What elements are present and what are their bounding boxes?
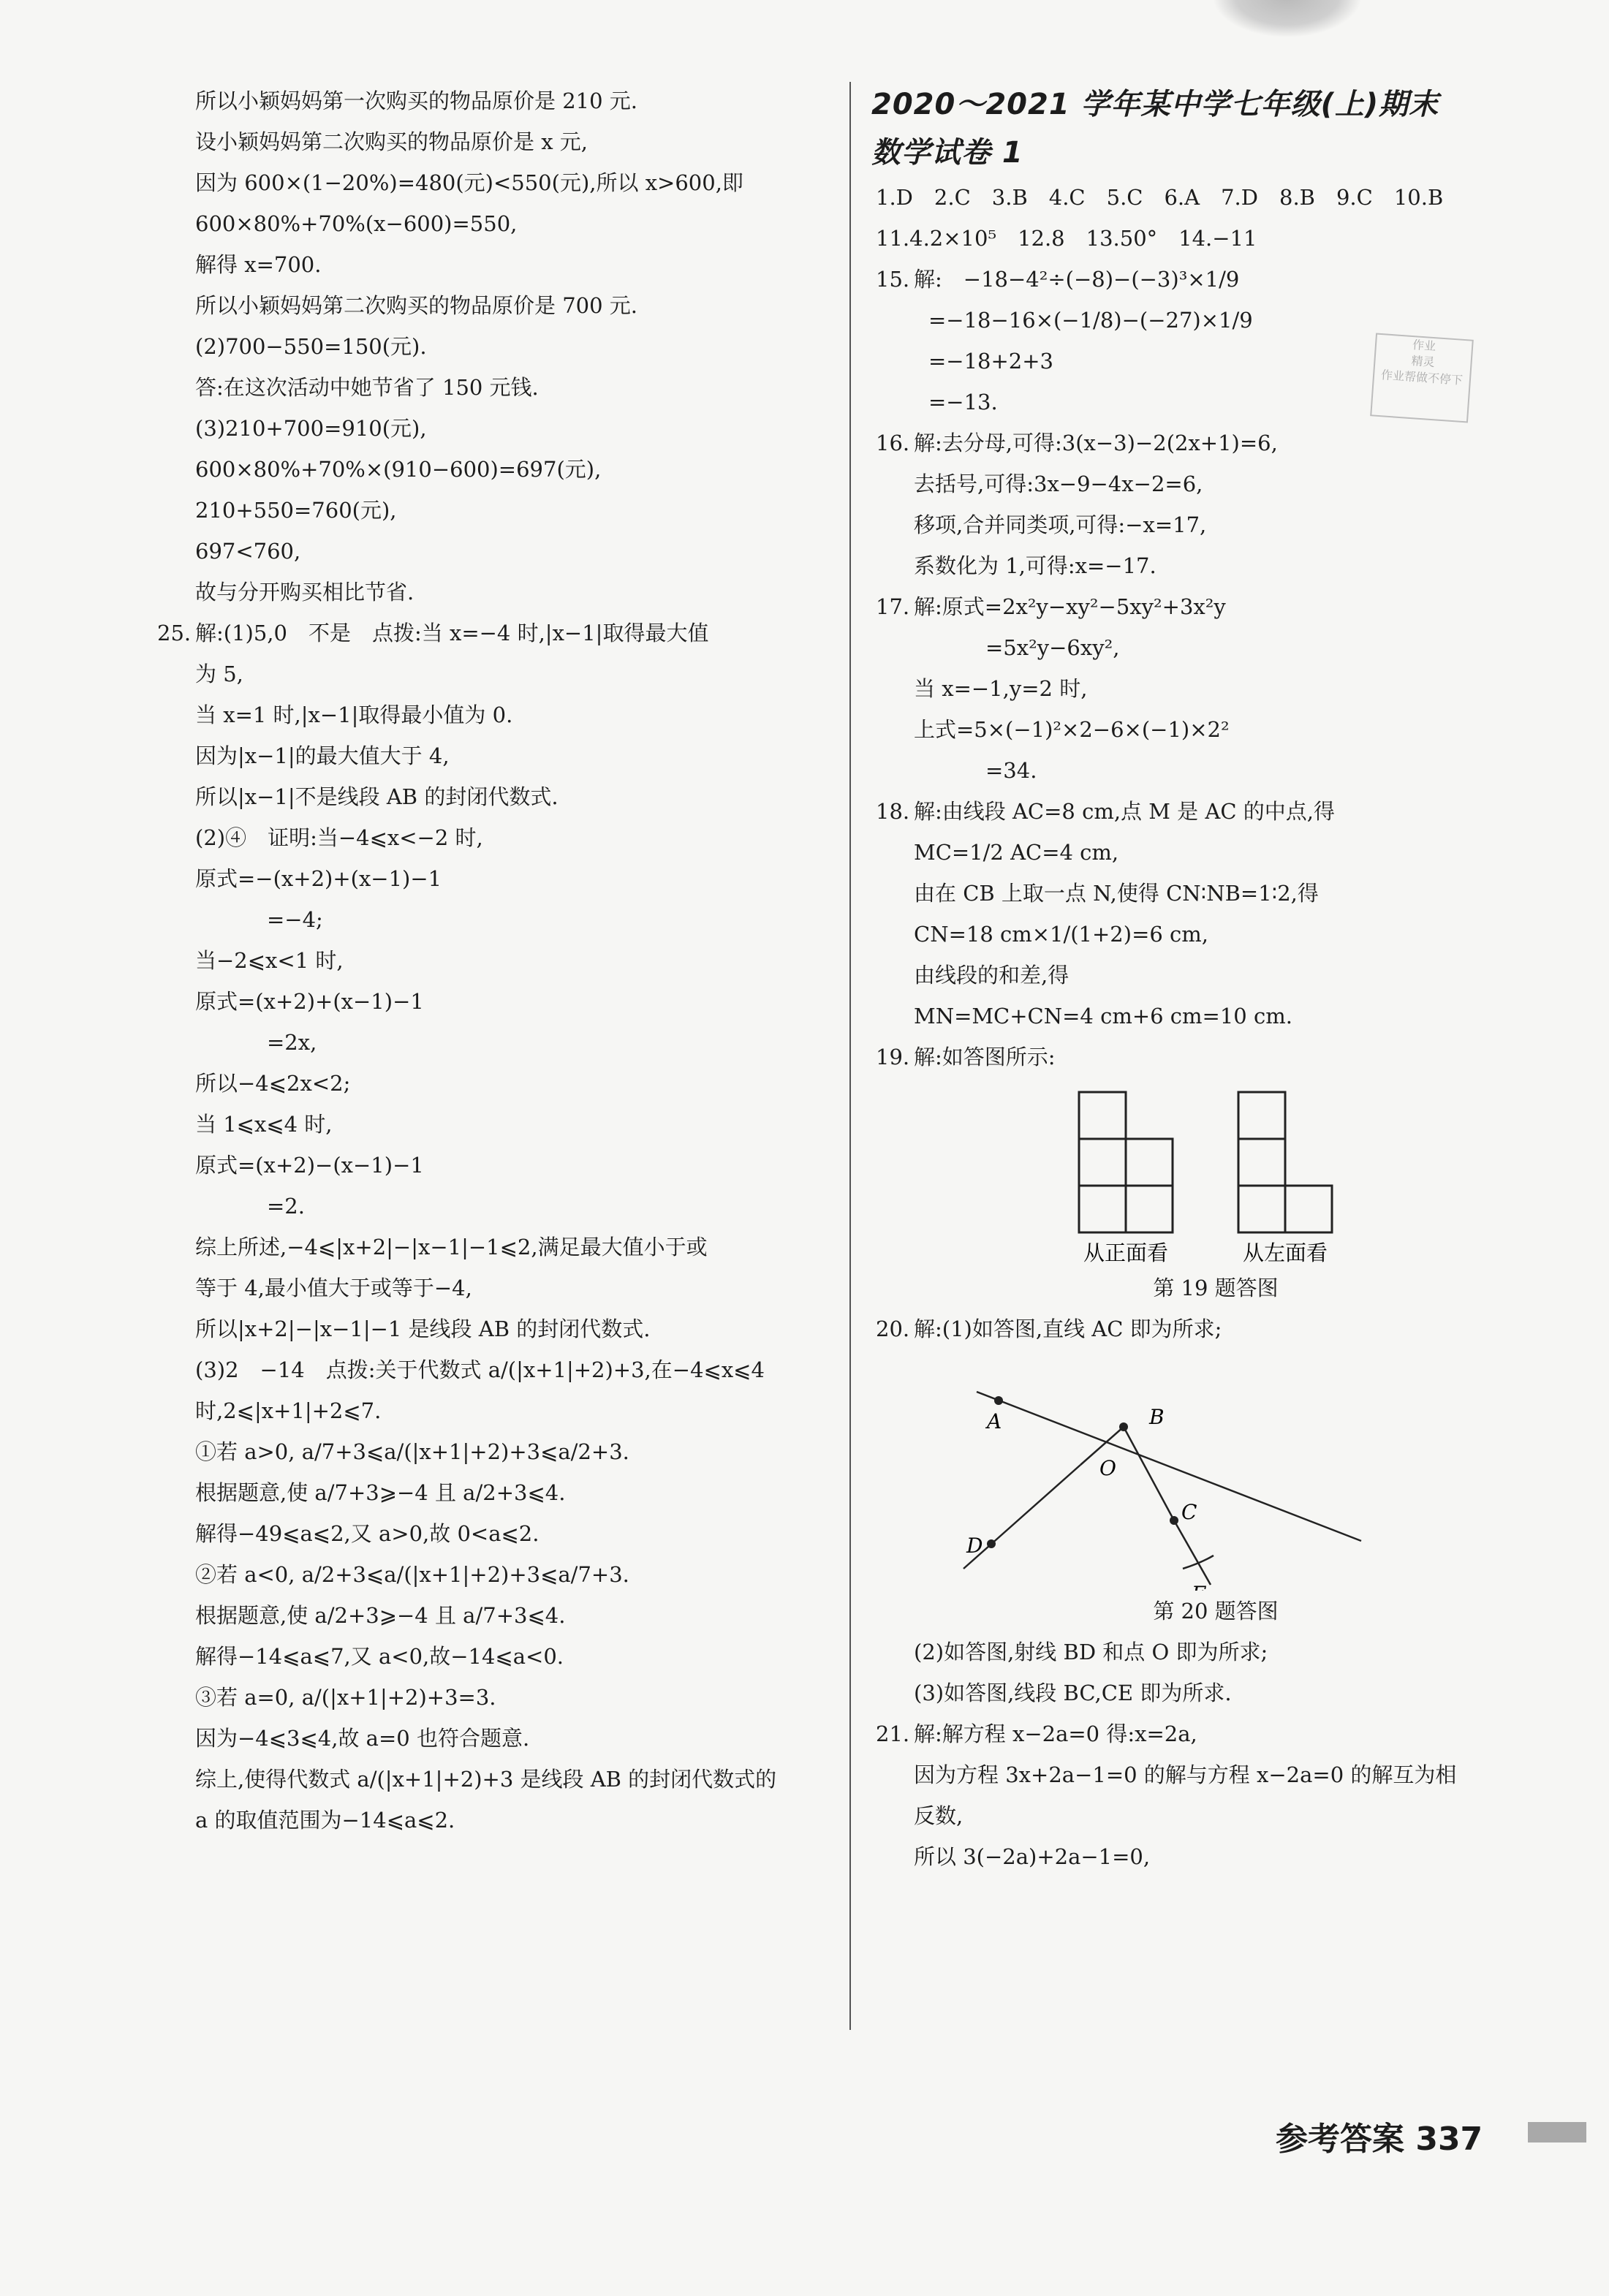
- line-text: 解:由线段 AC=8 cm,点 M 是 AC 的中点,得: [914, 799, 1335, 824]
- line-text: 解得 x=700.: [195, 252, 322, 277]
- line-text: (2)如答图,射线 BD 和点 O 即为所求;: [914, 1640, 1268, 1664]
- line-text: 为 5,: [195, 662, 243, 686]
- line-text: 综上所述,−4⩽|x+2|−|x−1|−1⩽2,满足最大值小于或: [195, 1235, 708, 1259]
- line-text: 由在 CB 上取一点 N,使得 CN∶NB=1∶2,得: [914, 881, 1319, 906]
- cube-face: [1238, 1186, 1285, 1232]
- label-a: A: [987, 1409, 1002, 1433]
- figure-19: [876, 1077, 1556, 1268]
- stamp-line: 作业: [1412, 338, 1436, 354]
- left-column: [157, 80, 837, 1841]
- line-text: (2)④ 证明:当−4⩽x<−2 时,: [195, 825, 483, 850]
- line-text: 所以小颖妈妈第二次购买的物品原价是 700 元.: [195, 293, 638, 318]
- line-text: 解得−49⩽a⩽2,又 a>0,故 0<a⩽2.: [195, 1521, 540, 1546]
- text-line: [157, 80, 837, 121]
- text-line: [876, 1713, 1556, 1754]
- line-text: CN=18 cm×1/(1+2)=6 cm,: [914, 922, 1208, 947]
- label-b: B: [1149, 1405, 1165, 1429]
- text-line: [157, 1718, 837, 1759]
- line-text: 去括号,可得:3x−9−4x−2=6,: [914, 471, 1203, 496]
- line-text: MC=1/2 AC=4 cm,: [914, 840, 1119, 865]
- text-line: [157, 1227, 837, 1268]
- line-text: 综上,使得代数式 a/(|x+1|+2)+3 是线段 AB 的封闭代数式的: [195, 1767, 777, 1792]
- page-number: 337: [1415, 2121, 1483, 2158]
- text-line: [157, 162, 837, 203]
- text-line: [876, 300, 1556, 341]
- line-ac: [977, 1392, 1361, 1541]
- text-line: [876, 1632, 1556, 1672]
- line-text: =−4;: [267, 907, 323, 932]
- text-line: [876, 750, 1556, 791]
- line-text: 等于 4,最小值大于或等于−4,: [195, 1276, 472, 1300]
- text-line: [157, 490, 837, 531]
- line-text: 移项,合并同类项,可得:−x=17,: [914, 512, 1207, 537]
- text-line: [876, 1037, 1556, 1077]
- text-line: [876, 423, 1556, 463]
- line-text: =−18+2+3: [928, 349, 1053, 374]
- cube-face: [1238, 1139, 1285, 1186]
- figure-19-caption: 第 19 题答图: [1153, 1276, 1279, 1300]
- line-text: 根据题意,使 a/7+3⩾−4 且 a/2+3⩽4.: [195, 1480, 566, 1505]
- text-line: [157, 1472, 837, 1513]
- line-text: 因为−4⩽3⩽4,故 a=0 也符合题意.: [195, 1726, 530, 1751]
- arc-mark: [1183, 1556, 1214, 1569]
- text-line: [157, 367, 837, 408]
- line-text: 所以−4⩽2x<2;: [195, 1071, 351, 1096]
- line-text: 1.D 2.C 3.B 4.C 5.C 6.A 7.D 8.B 9.C 10.B: [876, 185, 1444, 210]
- text-line: [157, 1636, 837, 1677]
- exam-title-line-2: 数学试卷 1: [871, 136, 1023, 170]
- line-text: 时,2⩽|x+1|+2⩽7.: [195, 1398, 382, 1423]
- text-line: [876, 177, 1556, 218]
- question-number: 16.: [876, 431, 910, 455]
- text-line: [157, 1349, 837, 1390]
- point-a: [994, 1396, 1003, 1405]
- figure-19-svg: [876, 1077, 1556, 1268]
- text-line: [157, 203, 837, 244]
- question-number: 19.: [876, 1045, 910, 1069]
- text-line: [157, 940, 837, 981]
- text-line: [157, 1104, 837, 1145]
- text-line: [876, 873, 1556, 914]
- line-text: 因为 600×(1−20%)=480(元)<550(元),所以 x>600,即: [195, 170, 743, 195]
- line-text: 由线段的和差,得: [914, 963, 1069, 988]
- text-line: [157, 858, 837, 899]
- line-text: ②若 a<0, a/2+3⩽a/(|x+1|+2)+3⩽a/7+3.: [195, 1562, 629, 1587]
- line-text: 原式=(x+2)+(x−1)−1: [195, 989, 424, 1014]
- exam-title-line-1: 2020～2021 学年某中学七年级(上)期末: [871, 88, 1439, 121]
- line-text: (3)2 −14 点拨:关于代数式 a/(|x+1|+2)+3,在−4⩽x⩽4: [195, 1357, 765, 1382]
- line-text: 上式=5×(−1)²×2−6×(−1)×2²: [914, 717, 1230, 742]
- stamp-line: 作业帮做不停下: [1380, 368, 1464, 387]
- line-text: 解:(1)5,0 不是 点拨:当 x=−4 时,|x−1|取得最大值: [195, 621, 709, 645]
- text-line: [157, 408, 837, 449]
- line-text: 原式=(x+2)−(x−1)−1: [195, 1153, 424, 1178]
- cube-face: [1079, 1186, 1126, 1232]
- text-line: [876, 668, 1556, 709]
- line-text: 当 x=−1,y=2 时,: [914, 676, 1088, 701]
- text-line: [157, 1513, 837, 1554]
- text-line: [157, 449, 837, 490]
- question-number: 18.: [876, 799, 910, 824]
- text-line: [157, 694, 837, 735]
- line-text: 600×80%+70%(x−600)=550,: [195, 211, 518, 236]
- text-line: [157, 1268, 837, 1308]
- text-line: [157, 531, 837, 572]
- text-line: [876, 996, 1556, 1037]
- line-text: 所以小颖妈妈第一次购买的物品原价是 210 元.: [195, 88, 638, 113]
- cube-face: [1285, 1186, 1332, 1232]
- text-line: [157, 1145, 837, 1186]
- line-text: 设小颖妈妈第二次购买的物品原价是 x 元,: [195, 129, 588, 154]
- question-number: 20.: [876, 1316, 910, 1341]
- line-text: 解:去分母,可得:3(x−3)−2(2x+1)=6,: [914, 431, 1278, 455]
- text-line: [157, 1186, 837, 1227]
- text-line: [876, 545, 1556, 586]
- text-line: [876, 504, 1556, 545]
- text-line: [157, 899, 837, 940]
- cube-face: [1126, 1139, 1173, 1186]
- text-line: [876, 463, 1556, 504]
- footer-bar: [1528, 2122, 1586, 2142]
- figure-20-svg: [876, 1349, 1556, 1591]
- cube-face: [1238, 1092, 1285, 1139]
- line-text: 所以 3(−2a)+2a−1=0,: [914, 1844, 1151, 1869]
- label-c: C: [1181, 1500, 1197, 1524]
- line-text: 解:原式=2x²y−xy²−5xy²+3x²y: [914, 594, 1226, 619]
- text-line: [876, 709, 1556, 750]
- segment-bc: [1124, 1427, 1174, 1520]
- left-view-label: 从左面看: [1242, 1240, 1328, 1265]
- point-c: [1170, 1516, 1178, 1525]
- text-line: [876, 955, 1556, 996]
- label-e: [1191, 1582, 1206, 1591]
- page-corner-shadow: [1214, 0, 1360, 37]
- line-text: 因为|x−1|的最大值大于 4,: [195, 743, 450, 768]
- segment-ce: [1174, 1520, 1211, 1585]
- line-text: =2x,: [267, 1030, 317, 1055]
- text-line: [157, 1063, 837, 1104]
- text-line: [157, 1595, 837, 1636]
- line-text: 210+550=760(元),: [195, 498, 397, 523]
- line-text: 解:如答图所示:: [914, 1045, 1056, 1069]
- text-line: [876, 218, 1556, 259]
- text-line: [157, 326, 837, 367]
- line-text: 当 1⩽x⩽4 时,: [195, 1112, 333, 1137]
- cube-face: [1126, 1186, 1173, 1232]
- footer-label: 参考答案: [1276, 2121, 1404, 2158]
- text-line: [876, 1836, 1556, 1877]
- text-line: [157, 572, 837, 613]
- figure-20-caption: 第 20 题答图: [1153, 1599, 1279, 1624]
- line-text: ③若 a=0, a/(|x+1|+2)+3=3.: [195, 1685, 496, 1710]
- homework-stamp: [1370, 333, 1474, 423]
- text-line: [157, 817, 837, 858]
- line-text: (2)700−550=150(元).: [195, 334, 427, 359]
- stamp-line: 精灵: [1410, 353, 1436, 370]
- text-line: [157, 1554, 837, 1595]
- text-line: [876, 832, 1556, 873]
- text-line: [157, 653, 837, 694]
- line-text: 因为方程 3x+2a−1=0 的解与方程 x−2a=0 的解互为相: [914, 1762, 1457, 1787]
- line-text: (3)如答图,线段 BC,CE 即为所求.: [914, 1681, 1232, 1705]
- front-view-label: 从正面看: [1083, 1240, 1169, 1265]
- point-d: [987, 1539, 996, 1548]
- line-text: 600×80%+70%×(910−600)=697(元),: [195, 457, 602, 482]
- column-divider: [849, 82, 851, 2030]
- question-number: 15.: [876, 267, 910, 292]
- line-text: 答:在这次活动中她节省了 150 元钱.: [195, 375, 539, 400]
- text-line: [876, 586, 1556, 627]
- question-number: 25.: [157, 621, 192, 645]
- label-d: D: [966, 1534, 983, 1558]
- label-o: O: [1099, 1456, 1116, 1480]
- point-b: [1119, 1422, 1128, 1431]
- line-text: 解得−14⩽a⩽7,又 a<0,故−14⩽a<0.: [195, 1644, 564, 1669]
- text-line: [157, 1308, 837, 1349]
- text-line: [876, 791, 1556, 832]
- line-text: 原式=−(x+2)+(x−1)−1: [195, 866, 442, 891]
- text-line: [157, 285, 837, 326]
- text-line: [157, 776, 837, 817]
- line-text: =5x²y−6xy²,: [985, 635, 1120, 660]
- text-line: [876, 914, 1556, 955]
- line-text: MN=MC+CN=4 cm+6 cm=10 cm.: [914, 1004, 1292, 1028]
- text-line: [157, 981, 837, 1022]
- text-line: [157, 1431, 837, 1472]
- text-line: [157, 1677, 837, 1718]
- text-line: [876, 627, 1556, 668]
- line-text: 697<760,: [195, 539, 301, 564]
- text-line: [157, 613, 837, 653]
- text-line: [876, 259, 1556, 300]
- line-text: 解:(1)如答图,直线 AC 即为所求;: [914, 1316, 1222, 1341]
- line-text: 故与分开购买相比节省.: [195, 580, 414, 605]
- line-text: =−13.: [928, 390, 998, 414]
- line-text: =−18−16×(−1/8)−(−27)×1/9: [928, 308, 1253, 333]
- text-line: [876, 1672, 1556, 1713]
- line-text: =2.: [267, 1194, 305, 1219]
- figure-20: [876, 1349, 1556, 1591]
- question-number: 21.: [876, 1721, 910, 1746]
- line-text: ①若 a>0, a/7+3⩽a/(|x+1|+2)+3⩽a/2+3.: [195, 1439, 629, 1464]
- line-text: 11.4.2×10⁵ 12.8 13.50° 14.−11: [876, 226, 1257, 251]
- line-text: 当−2⩽x<1 时,: [195, 948, 344, 973]
- cube-face: [1079, 1092, 1126, 1139]
- text-line: [157, 1800, 837, 1841]
- cube-face: [1079, 1139, 1126, 1186]
- question-number: 17.: [876, 594, 910, 619]
- line-text: 解: −18−4²÷(−8)−(−3)³×1/9: [914, 267, 1240, 292]
- text-line: [157, 1390, 837, 1431]
- line-text: 当 x=1 时,|x−1|取得最小值为 0.: [195, 702, 513, 727]
- line-text: 根据题意,使 a/2+3⩾−4 且 a/7+3⩽4.: [195, 1603, 566, 1628]
- line-text: a 的取值范围为−14⩽a⩽2.: [195, 1808, 455, 1833]
- text-line: [157, 121, 837, 162]
- text-line: [876, 1754, 1556, 1795]
- text-line: [157, 735, 837, 776]
- text-line: [157, 1759, 837, 1800]
- text-line: [876, 1795, 1556, 1836]
- line-text: 所以|x+2|−|x−1|−1 是线段 AB 的封闭代数式.: [195, 1316, 651, 1341]
- line-text: 反数,: [914, 1803, 963, 1828]
- text-line: [157, 1022, 837, 1063]
- line-text: 所以|x−1|不是线段 AB 的封闭代数式.: [195, 784, 559, 809]
- line-text: 系数化为 1,可得:x=−17.: [914, 553, 1156, 578]
- text-line: [876, 1308, 1556, 1349]
- line-text: =34.: [985, 758, 1037, 783]
- line-text: (3)210+700=910(元),: [195, 416, 427, 441]
- page-footer: [1276, 2113, 1483, 2159]
- line-text: 解:解方程 x−2a=0 得:x=2a,: [914, 1721, 1197, 1746]
- text-line: [157, 244, 837, 285]
